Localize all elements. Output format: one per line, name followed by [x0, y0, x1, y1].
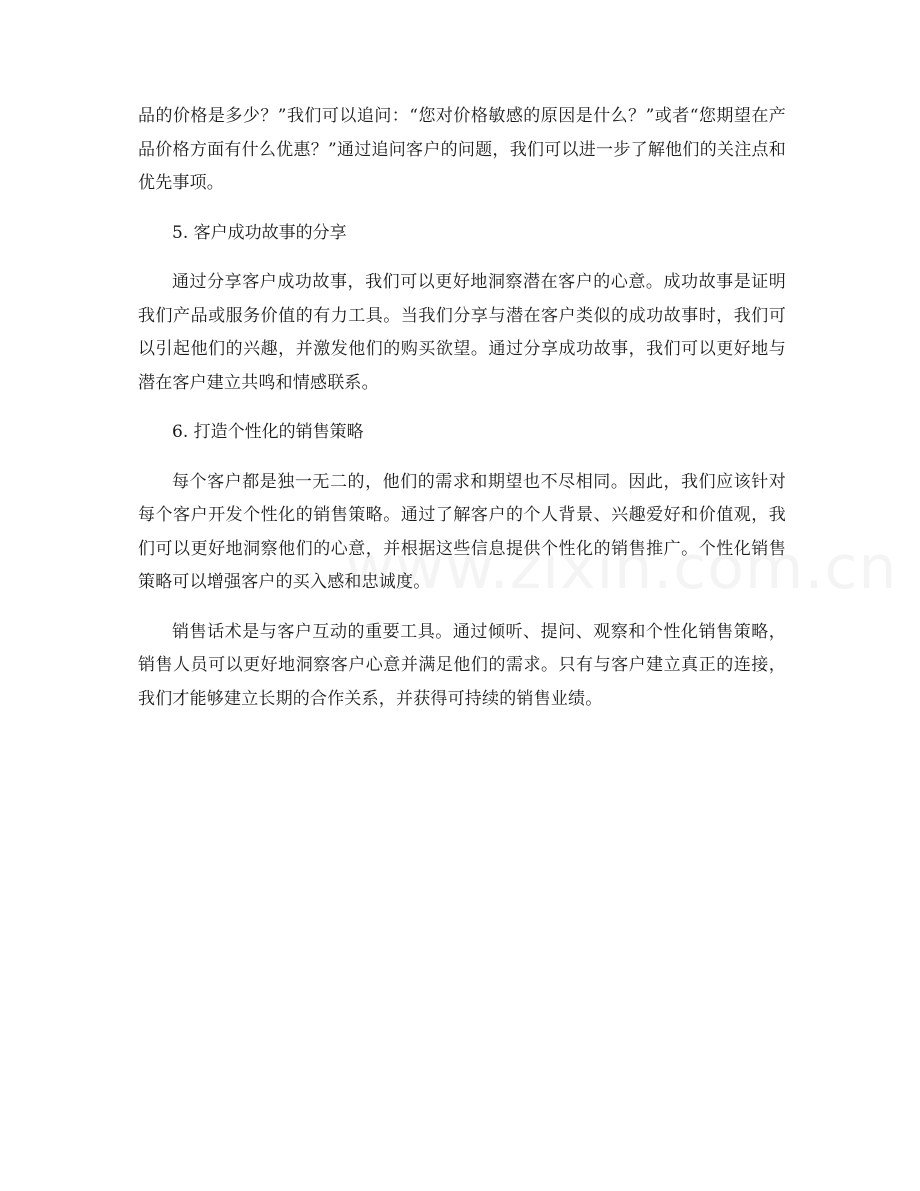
paragraph-conclusion: 销售话术是与客户互动的重要工具。通过倾听、提问、观察和个性化销售策略，销售人员可以更好地洞察客户心意并满足他们的需求。只有与客户建立真正的连接，我们才能够建立长期的合作关系，并获得可持续的销售业绩。: [138, 621, 786, 709]
section-heading-6: 6. 打造个性化的销售策略: [172, 422, 364, 442]
paragraph-personalized-strategy: 每个客户都是独一无二的，他们的需求和期望也不尽相同。因此，我们应该针对每个客户开发个性化的销售策略。通过了解客户的个人背景、兴趣爱好和价值观，我们可以更好地洞察他们的心意，并根据这些信息提供个性化的销售推广。个性化销售策略可以增强客户的买入感和忠诚度。: [138, 471, 786, 592]
section-heading-5: 5. 客户成功故事的分享: [172, 222, 347, 243]
paragraph-success-stories: 通过分享客户成功故事，我们可以更好地洞察潜在客户的心意。成功故事是证明我们产品或服务价值的有力工具。当我们分享与潜在客户类似的成功故事时，我们可以引起他们的兴趣，并激发他们的购买欲望。通过分享成功故事，我们可以更好地与潜在客户建立共鸣和情感联系。: [138, 272, 786, 393]
paragraph-price-followup: 品的价格是多少？”我们可以追问：“您对价格敏感的原因是什么？”或者“您期望在产品价格方面有什么优惠？”通过追问客户的问题，我们可以进一步了解他们的关注点和优先事项。: [138, 106, 786, 193]
document-body: [138, 100, 786, 716]
